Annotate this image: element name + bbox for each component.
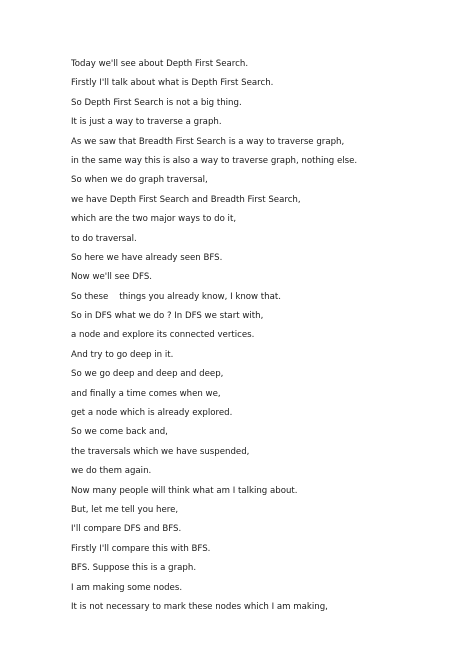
text-line: the traversals which we have suspended, [71, 446, 250, 457]
text-line: to do traversal. [71, 233, 137, 244]
text-line: Now many people will think what am I talking about. [71, 485, 298, 496]
text-line: Now we'll see DFS. [71, 272, 153, 283]
text-line: As we saw that Breadth First Search is a way to traverse graph, [71, 136, 345, 147]
text-line: And try to go deep in it. [71, 349, 174, 360]
text-line: It is not necessary to mark these nodes which I am making, [71, 601, 328, 612]
text-line: So we come back and, [71, 427, 168, 438]
text-line: and finally a time comes when we, [71, 388, 221, 399]
text-line: So these things you already know, I know that. [71, 291, 281, 302]
text-line: It is just a way to traverse a graph. [71, 117, 222, 128]
text-line: Firstly I'll talk about what is Depth First Search. [71, 78, 274, 89]
text-line: So when we do graph traversal, [71, 175, 208, 186]
text-line: So Depth First Search is not a big thing. [71, 97, 242, 108]
text-line: So we go deep and deep and deep, [71, 369, 224, 380]
text-line: a node and explore its connected vertices. [71, 330, 255, 341]
text-line: So here we have already seen BFS. [71, 252, 223, 263]
text-line: So in DFS what we do ? In DFS we start with, [71, 311, 264, 322]
text-line: get a node which is already explored. [71, 408, 233, 419]
text-line: BFS. Suppose this is a graph. [71, 563, 197, 574]
text-line: we have Depth First Search and Breadth First Search, [71, 194, 301, 205]
text-line: I'll compare DFS and BFS. [71, 524, 182, 535]
text-line: which are the two major ways to do it, [71, 214, 237, 225]
text-line: I am making some nodes. [71, 582, 183, 593]
text-line: Today we'll see about Depth First Search. [71, 59, 249, 69]
transcript-text [71, 55, 357, 617]
text-line: we do them again. [71, 466, 152, 477]
text-line: in the same way this is also a way to traverse graph, nothing else. [71, 155, 358, 166]
text-line: Firstly I'll compare this with BFS. [71, 543, 211, 554]
text-line: But, let me tell you here, [71, 504, 179, 515]
